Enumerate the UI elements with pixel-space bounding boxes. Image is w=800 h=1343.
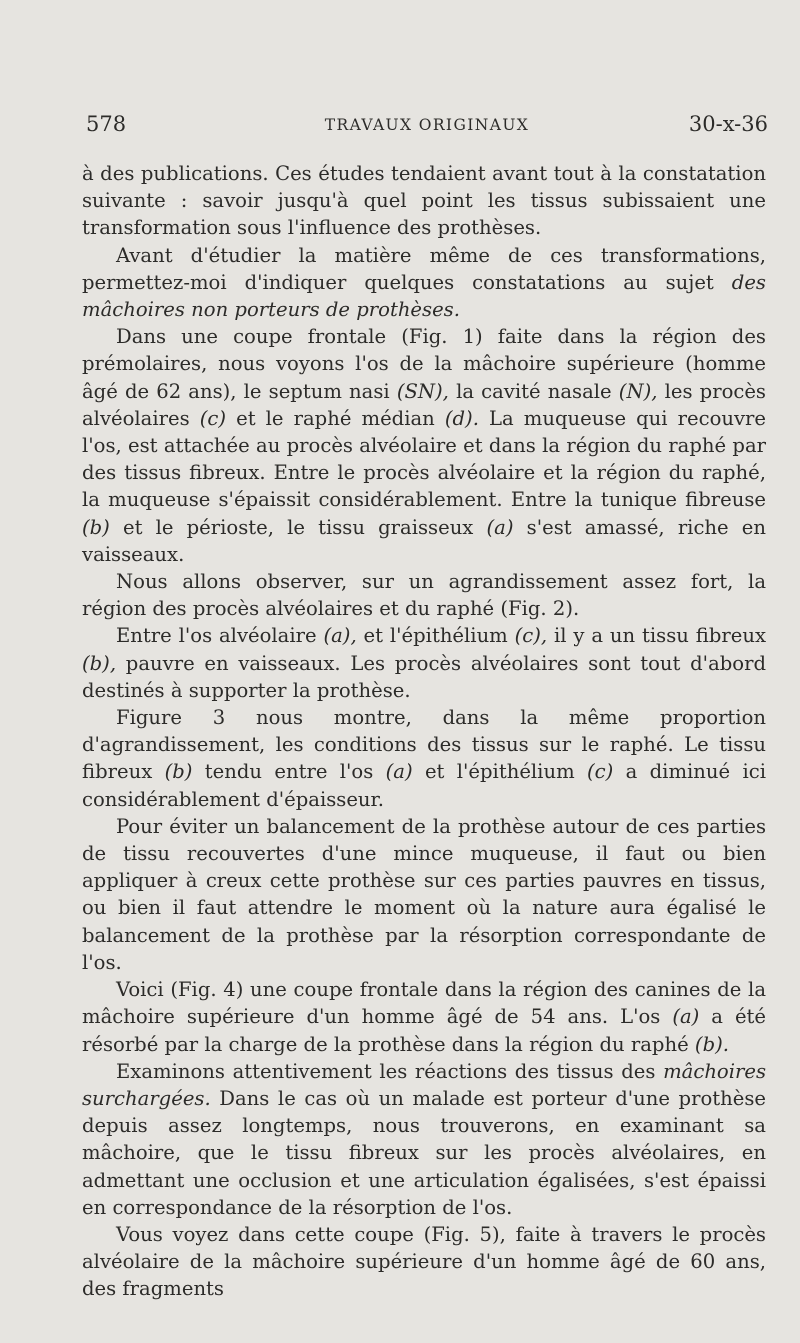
running-title: TRAVAUX ORIGINAUX [324,116,530,134]
paragraph-6-text-a: Figure 3 nous montre, dans la même proportion d'agrandissement, les conditions des tissus sur le raphé. Le tissu fibreux [82,706,766,784]
paragraph-8 [82,976,766,1058]
label-a: (a) [486,515,514,539]
paragraph-6-text-c: et l'épithélium [424,760,575,784]
paragraph-5 [82,622,766,704]
body-text [82,160,766,1303]
paragraph-3-text-f: et le périoste, le tissu graisseux [123,515,474,539]
label-sn: (SN), [396,379,449,403]
label-b: (b) [164,760,193,784]
paragraph-6 [82,704,766,813]
paragraph-1-text: à des publications. Ces études tendaient avant tout à la constatation suivante : savoir jusqu'à quel point les tissus subissaient une transformation sous l'influence des prothèses. [82,162,766,240]
paragraph-5-text-c: il y a un tissu fibreux [554,624,766,648]
paragraph-3-text-g: s'est amassé, riche en vaisseaux. [82,515,766,566]
paragraph-7-text: Pour éviter un balancement de la prothèse autour de ces parties de tissu recouvertes d'une mince muqueuse, il faut ou bien appliquer à creux cette prothèse sur ces parties pauvres en tissus, ou bien il faut attendre le moment où la nature aura égalisé le balancement de la prothèse par la résorption correspondante de l'os. [82,814,766,974]
label-c: (c) [587,760,614,784]
paragraph-5-text-b: et l'épithélium [363,624,508,648]
page-number: 578 [86,112,127,136]
paragraph-10-text: Vous voyez dans cette coupe (Fig. 5), faite à travers le procès alvéolaire de la mâchoire supérieure d'un homme âgé de 60 ans, des fragments [82,1222,766,1301]
paragraph-9 [82,1058,766,1221]
label-a: (a) [385,760,413,784]
label-a: (a) [672,1005,700,1029]
paragraph-3-text-b: la cavité nasale [456,379,612,403]
paragraph-9-text-b: Dans le cas où un malade est porteur d'une prothèse depuis assez longtemps, nous trouverons, en examinant sa mâchoire, que le tissu fibreux sur les procès alvéolaires, en admettant une occlusion et une articulation égalisées, s'est épaissi en correspondance de la résorption de l'os. [82,1086,766,1219]
paragraph-4 [82,568,766,622]
paragraph-3-text-e: La muqueuse qui recouvre l'os, est attachée au procès alvéolaire et dans la région du raphé par des tissus fibreux. Entre le procès alvéolaire et la région du raphé, la muqueuse s'épaissit considérablement. Entre la tunique fibreuse [82,406,767,512]
paragraph-3 [82,323,766,568]
label-b: (b). [694,1032,729,1056]
paragraph-8-text-a: Voici (Fig. 4) une coupe frontale dans la région des canines de la mâchoire supérieure d'un homme âgé de 54 ans. L'os [82,978,766,1029]
paragraph-6-text-b: tendu entre l'os [204,760,374,784]
label-a: (a), [323,624,357,648]
label-b: (b), [82,651,117,675]
running-head [86,112,768,142]
label-n: (N), [618,379,658,403]
paragraph-2-text: Avant d'étudier la matière même de ces transformations, permettez-moi d'indiquer quelques constatations au sujet [82,243,766,294]
label-b: (b) [82,515,110,539]
paragraph-3-text-c: les procès alvéolaires [82,379,766,430]
label-c: (c), [514,624,548,648]
paragraph-9-text-a: Examinons attentivement les réactions des tissus des [116,1059,656,1083]
paragraph-8-text-b: a été résorbé par la charge de la prothèse dans la région du raphé [82,1005,767,1056]
paragraph-10 [82,1221,766,1303]
paragraph-2 [82,242,766,324]
issue-date: 30-x-36 [688,112,768,136]
paragraph-2-italic: des mâchoires non porteurs de prothèses. [82,270,766,322]
paragraph-5-text-d: pauvre en vaisseaux. Les procès alvéolaires sont tout d'abord destinés à supporter la prothèse. [82,651,767,702]
paragraph-9-italic: mâchoires surchargées. [82,1059,767,1110]
paragraph-6-text-d: a diminué ici considérablement d'épaisseur. [82,760,766,811]
paragraph-4-text: Nous allons observer, sur un agrandissement assez fort, la région des procès alvéolaires et du raphé (Fig. 2). [82,570,766,621]
label-d: (d). [444,406,479,430]
paragraph-7 [82,813,766,976]
paragraph-5-text-a: Entre l'os alvéolaire [116,624,317,648]
paragraph-3-text-d: et le raphé médian [236,406,435,430]
paragraph-3-text-a: Dans une coupe frontale (Fig. 1) faite dans la région des prémolaires, nous voyons l'os de la mâchoire supérieure (homme âgé de 62 ans), le septum nasi [82,325,766,403]
label-c: (c) [199,406,227,430]
paragraph-1 [82,160,766,242]
